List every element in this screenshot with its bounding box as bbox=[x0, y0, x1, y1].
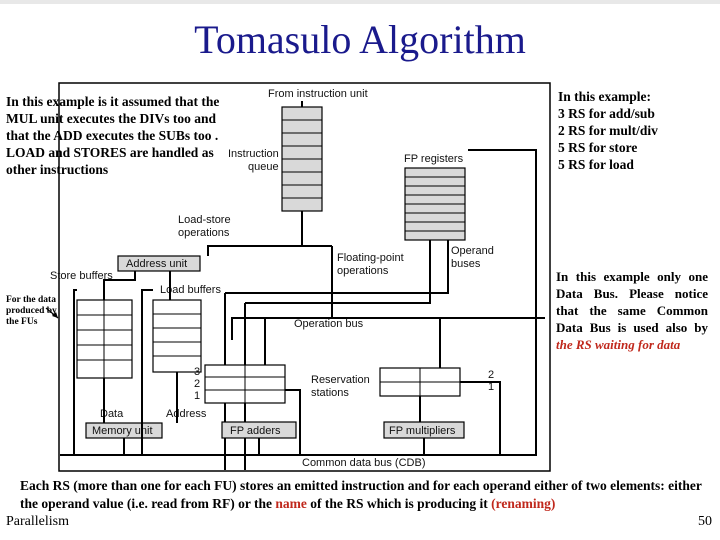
reservation-stations-label-2: stations bbox=[311, 387, 349, 399]
rs-explanation-renaming: (renaming) bbox=[491, 496, 556, 511]
address-unit-label: Address unit bbox=[126, 258, 188, 270]
instruction-queue-label-1: Instruction bbox=[228, 148, 279, 160]
load-store-ops-label-1: Load-store bbox=[178, 214, 231, 226]
reservation-stations-label-1: Reservation bbox=[311, 374, 370, 386]
rs-add-number-3: 3 bbox=[194, 366, 201, 378]
fp-ops-label-2: operations bbox=[337, 265, 389, 277]
rs-count-line-2: 3 RS for add/sub bbox=[558, 106, 655, 121]
cdb-label: Common data bus (CDB) bbox=[302, 457, 426, 469]
fp-registers-label: FP registers bbox=[404, 153, 464, 165]
assumption-note: In this example is it assumed that the MUL unit executes the DIVs too and that the ADD executes the SUBs too . LOAD and STORES are handled as other instructions bbox=[6, 94, 220, 177]
rs-explanation bbox=[20, 477, 710, 513]
load-buffers bbox=[153, 300, 201, 372]
data-bus-note-text: In this example only one Data Bus. Please notice that the same Common Data Bus is used also by bbox=[556, 269, 708, 335]
fu-data-note: For the data produced by the FUs bbox=[6, 295, 57, 327]
operation-bus-label: Operation bus bbox=[294, 318, 364, 330]
rs-mul-number-2: 2 bbox=[488, 369, 495, 381]
address-label: Address bbox=[166, 408, 207, 420]
page-number: 50 bbox=[698, 514, 712, 529]
operand-buses-label-1: Operand bbox=[451, 245, 494, 257]
instruction-queue-label-2: queue bbox=[248, 161, 279, 173]
rs-count-line-3: 2 RS for mult/div bbox=[558, 123, 658, 138]
data-bus-note-highlight: the RS waiting for data bbox=[556, 337, 681, 352]
operand-buses-label-2: buses bbox=[451, 258, 481, 270]
data-bus-note bbox=[556, 268, 708, 353]
footer-topic: Parallelism bbox=[6, 514, 69, 529]
fp-adders-label: FP adders bbox=[230, 425, 281, 437]
rs-add-number-2: 2 bbox=[194, 378, 201, 390]
rs-count-line-4: 5 RS for store bbox=[558, 140, 638, 155]
rs-add-number-1: 1 bbox=[194, 390, 201, 402]
rs-explanation-name: name bbox=[275, 496, 307, 511]
slide-title: Tomasulo Algorithm bbox=[194, 17, 526, 62]
load-store-ops-label-2: operations bbox=[178, 227, 230, 239]
memory-unit-label: Memory unit bbox=[92, 425, 153, 437]
rs-count-note bbox=[558, 88, 708, 173]
rs-mul-number-1: 1 bbox=[488, 381, 495, 393]
store-buffers-label: Store buffers bbox=[50, 270, 113, 282]
rs-count-line-5: 5 RS for load bbox=[558, 157, 634, 172]
rs-count-line-1: In this example: bbox=[558, 89, 652, 104]
rs-explanation-text-2: of the RS which is producing it bbox=[306, 496, 492, 511]
load-buffers-label: Load buffers bbox=[160, 284, 221, 296]
data-label: Data bbox=[100, 408, 124, 420]
fp-multipliers-label: FP multipliers bbox=[389, 425, 456, 437]
fp-ops-label-1: Floating-point bbox=[337, 252, 404, 264]
rs-explanation-text-1: Each RS (more than one for each FU) stores an emitted instruction and for each operand either of two elements: either the operand value (i.e. read from RF) or the bbox=[20, 478, 702, 511]
from-instruction-unit-label: From instruction unit bbox=[268, 88, 368, 100]
